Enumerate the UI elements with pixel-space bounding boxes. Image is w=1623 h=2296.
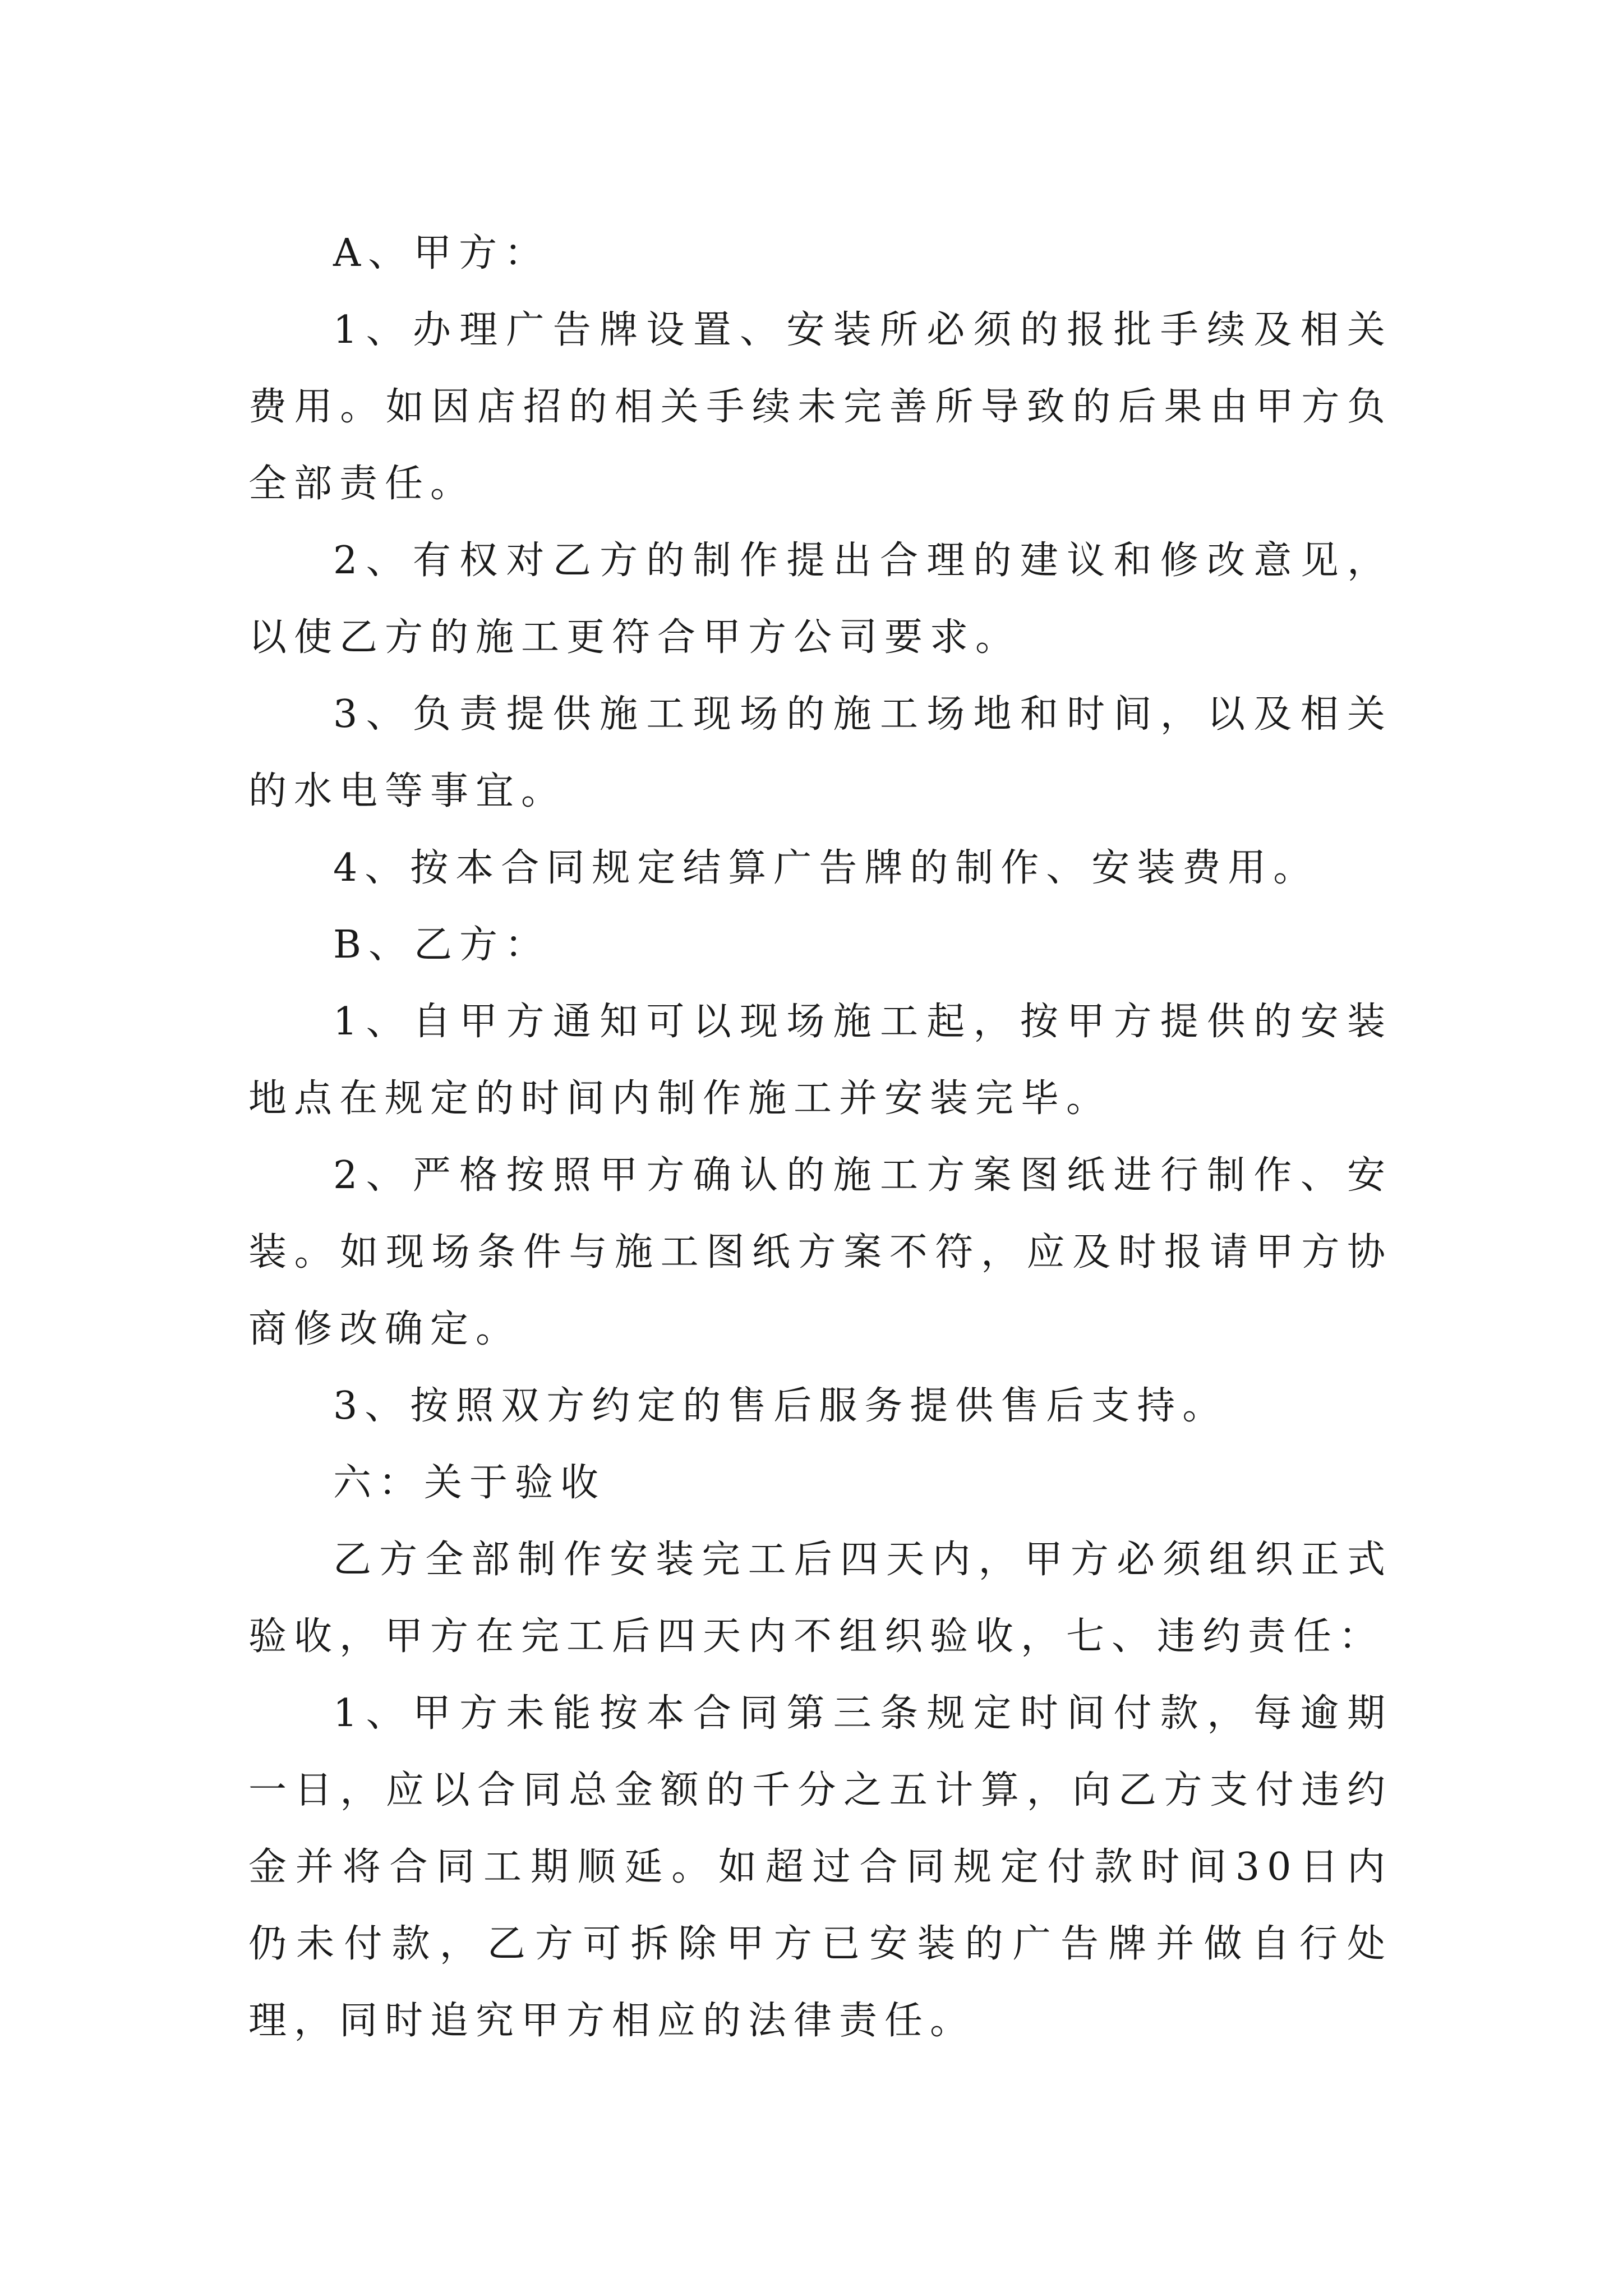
party-a-clause-1: 1、办理广告牌设置、安装所必须的报批手续及相关费用。如因店招的相关手续未完善所导致的后果由甲方负全部责任。	[248, 308, 1393, 506]
section-heading-party-a: A、甲方：	[333, 231, 550, 275]
party-a-clause-4: 4、按本合同规定结算广告牌的制作、安装费用。	[333, 846, 1319, 890]
party-b-clause-1: 1、自甲方通知可以现场施工起，按甲方提供的安装地点在规定的时间内制作施工并安装完毕。	[248, 1000, 1393, 1121]
section-heading-acceptance: 六：关于验收	[333, 1461, 606, 1505]
party-a-clause-2: 2、有权对乙方的制作提出合理的建议和修改意见，以使乙方的施工更符合甲方公司要求。	[248, 539, 1393, 660]
document-body	[248, 215, 1393, 2059]
party-a-clause-3: 3、负责提供施工现场的施工场地和时间，以及相关的水电等事宜。	[248, 692, 1393, 813]
party-b-clause-2: 2、严格按照甲方确认的施工方案图纸进行制作、安装。如现场条件与施工图纸方案不符，应及时报请甲方协商修改确定。	[248, 1153, 1393, 1351]
party-b-clause-3: 3、按照双方约定的售后服务提供售后支持。	[333, 1384, 1228, 1428]
breach-clause-1: 1、甲方未能按本合同第三条规定时间付款，每逾期一日，应以合同总金额的千分之五计算，向乙方支付违约金并将合同工期顺延。如超过合同规定付款时间30日内仍未付款，乙方可拆除甲方已安装的广告牌并做自行处理，同时追究甲方相应的法律责任。	[248, 1691, 1393, 2043]
acceptance-paragraph: 乙方全部制作安装完工后四天内，甲方必须组织正式验收，甲方在完工后四天内不组织验收，七、违约责任：	[248, 1538, 1393, 1659]
section-heading-party-b: B、乙方：	[333, 923, 550, 967]
